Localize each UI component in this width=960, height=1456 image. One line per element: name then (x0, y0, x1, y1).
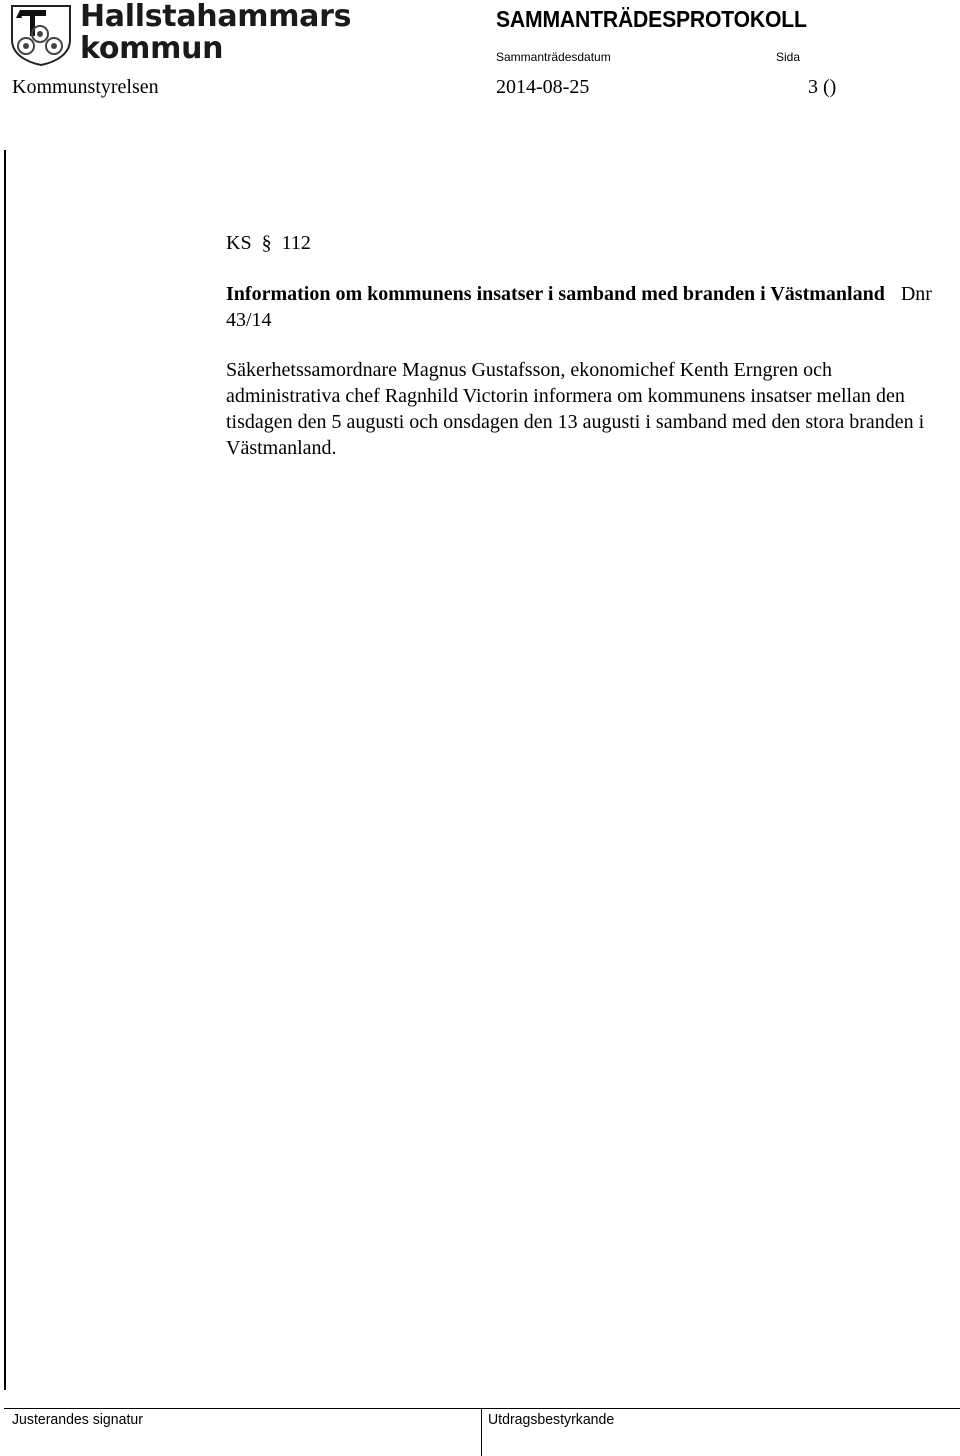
page-number: 3 () (808, 76, 837, 98)
signature-label: Justerandes signatur (12, 1411, 143, 1428)
hallstahammars-kommun-logo (10, 0, 352, 66)
reference-number: Dnr 43/14 (226, 283, 932, 331)
logo-line-1: Hallstahammars (80, 0, 352, 34)
meeting-date-label: Sammanträdesdatum (496, 50, 611, 64)
coat-of-arms-icon (10, 4, 72, 66)
section-number: KS § 112 (226, 232, 311, 254)
footer-rule (4, 1408, 960, 1409)
page-label: Sida (776, 50, 801, 64)
body-paragraph: Säkerhetssamordnare Magnus Gustafsson, ekonomichef Kenth Erngren och administrativa chef Ragnhild Victorin informera om kommunens insatser mellan den tisdagen den 5 augusti och onsdagen den 13 augusti i samband med den stora branden i Västmanland. (226, 359, 925, 459)
committee-name: Kommunstyrelsen (12, 76, 159, 98)
agenda-item-heading (226, 281, 942, 333)
extract-certification-label: Utdragsbestyrkande (488, 1411, 615, 1428)
footer-divider (481, 1408, 482, 1456)
document-type-title: SAMMANTRÄDESPROTOKOLL (496, 6, 807, 32)
logo-line-2: kommun (80, 31, 224, 66)
left-margin-rule (4, 150, 6, 1390)
meeting-date: 2014-08-25 (496, 76, 590, 98)
logo-wordmark (80, 1, 351, 65)
agenda-item-title: Information om kommunens insatser i samband med branden i Västmanland (226, 283, 885, 305)
